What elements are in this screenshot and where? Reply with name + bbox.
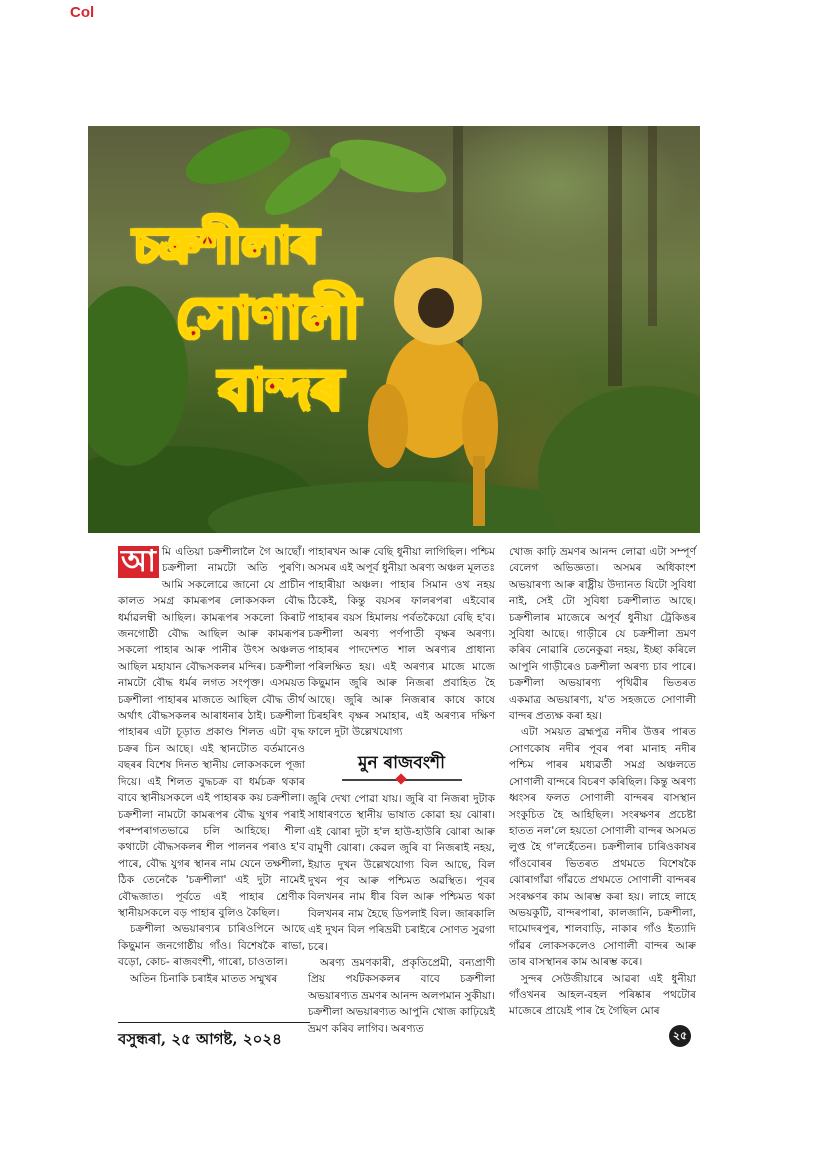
article-paragraph: পাহাৰখন আৰু বেছি ধুনীয়া লাগিছিল। পশ্চিম অসমৰ এই অপূৰ্ব ধুনীয়া অৰণ্য অঞ্চল মূলতঃ পাহাৰীয়া অঞ্চল। পাহাৰ সিমান ওখ নহয় ঠিকেই, কিন্তু বয়সৰ ফালৰপৰা এইবোৰ পাহাৰৰ বয়স হিমালয় পৰ্বতকৈয়ো বেছি হ'ব। চক্ৰশীলা অৰণ্য পৰ্ণপাতী বৃক্ষৰ অৰণ্য। পাহাৰৰ পাদদেশত শাল অৰণ্যৰ প্ৰাধান্য পৰিলক্ষিত হয়। এই অৰণ্যৰ মাজে মাজে কিছুমান জুৰি আৰু নিজৰা প্ৰবাহিত হৈ আছে। জুৰি আৰু নিজৰাৰ কাষে কাষে চিৰহৰিৎ বৃক্ষৰ সমাহাৰ, এই অৰণ্যৰ দক্ষিণ ফালে দুটা উল্লেখযোগ্য bbox=[308, 546, 495, 739]
page-number: ২৫ bbox=[669, 1025, 691, 1047]
article-paragraph: জুৰি দেখা পোৱা যায়। জুৰি বা নিজৰা দুটাক সাধাৰণতে স্থানীয় ভাষাত কোৱা হয় ঝোৰা। এই ঝোৰা দুটা হ'ল হাউ-হাউৰি ঝোৰা আৰু বামুণী ঝোৰা। কেৱল জুৰি বা নিজৰাই নহয়, ইয়াত দুখন উল্লেখযোগ্য বিল আছে, বিল দুখন পূব আৰু পশ্চিমত অৱস্থিত। পূবৰ বিলখনৰ নাম ধীৰ বিল আৰু পশ্চিমত থকা বিলখনৰ নাম হৈছে ডিপলাই বিল। জাৰকালি এই দুখন বিল পৰিভ্ৰমী চৰাইৰে সোণত সুৱগা চৰে। bbox=[308, 792, 495, 953]
article-paragraph: চক্ৰশীলা অভয়াৰণ্যৰ চাৰিওপিনে আছে কিছুমান জনগোষ্ঠীয় গাঁও। বিশেষকৈ ৰাভা, বড়ো, কোচ- ৰাজবংশী, গাৰো, চাওতাল। bbox=[118, 923, 305, 969]
headline-line-2: সোণালী bbox=[176, 285, 360, 351]
paragraph-text: মি এতিয়া চক্ৰশীলালৈ গৈ আছোঁ। চক্ৰশীলা নামটো অতি পুৰণি। আমি সকলোৱে জানো যে প্ৰাচীন কালত সমগ্ৰ কামৰূপৰ লোকসকল বৌদ্ধ ধৰ্মাৱলম্বী আছিল। কামৰূপৰ সকলো কিৰাট জনগোষ্ঠী বৌদ্ধ আছিল আৰু কামৰূপৰ সকলো পাহাৰ আৰু পানীৰ উৎস অঞ্চলত আছিল মহাযান বৌদ্ধসকলৰ মন্দিৰ। চক্ৰশীলা নামটো বৌদ্ধ ধৰ্মৰ লগত সংপৃক্ত। এসময়ত চক্ৰশীলা পাহাৰৰ মাজতে আছিল বৌদ্ধ তীৰ্থ অৰ্থাৎ বৌদ্ধসকলৰ আৰাধনাৰ ঠাই। চক্ৰশীলা পাহাৰৰ এটা চূড়াত প্ৰকাণ্ড শিলত এটা বৃদ্ধ চক্ৰৰ চিন আছে। এই স্থানটোত বৰ্তমানেও বছৰৰ বিশেষ দিনত স্থানীয় লোকসকলে পূজা দিয়ে। এই শিলত বুদ্ধচক্ৰ বা ধৰ্মচক্ৰ থকাৰ বাবে স্থানীয়সকলে এই পাহাৰক কয় চক্ৰশীলা। চক্ৰশীলা নামটো কামৰূপৰ বৌদ্ধ যুগৰ পৰাই পৰম্পৰাগতভাৱে চলি আহিছে। শীলা কথাটো বৌদ্ধসকলৰ শীল পালনৰ পৰাও হ'ব পাৰে, বৌদ্ধ যুগৰ স্থানৰ নাম যেনে তক্ষশীলা, ঠিক তেনেকৈ 'চক্ৰশীলা' এই দুটা নামেই বৌদ্ধজাত। পূৰ্বতে এই পাহাৰ শ্ৰেণীক স্থানীয়সকলে বড় পাহাৰ বুলিও কৈছিল। bbox=[118, 546, 305, 919]
hero-photo-golden-langur bbox=[88, 126, 700, 533]
article-headline bbox=[106, 210, 360, 426]
article-paragraph: এটা সময়ত ব্ৰহ্মপুত্ৰ নদীৰ উত্তৰ পাৰত সোণকোষ নদীৰ পূবৰ পৰা মানাহ নদীৰ পশ্চিম পাৰৰ মধ্যৱৰ্তী সমগ্ৰ অঞ্চলতে সোণালী বান্দৰে বিচৰণ কৰিছিল। কিন্তু অৰণ্য ধ্বংসৰ ফলত সোণালী বান্দৰৰ বাসস্থান সংকুচিত হৈ আহিছিল। সংৰক্ষণৰ প্ৰচেষ্টা হাতত নল'লে হয়তো সোণালী বান্দৰ অসমত লুপ্ত হৈ গ'লহেঁতেন। চক্ৰশীলাৰ চাৰিওকাষৰ গাঁওবোৰৰ ভিতৰত প্ৰথমতে বিশেষকৈ ঝোৰাগাঁৱা গাঁৱতে প্ৰথমতে সোণালী বান্দৰৰ সংৰক্ষণৰ কাম আৰম্ভ কৰা হয়। লাহে লাহে অভয়কুটি, বান্দৰপাৰা, কালজানি, চক্ৰশীলা, দামোদৰপুৰ, শালবাড়ি, নাকাৰ গাঁও ইত্যাদি গাঁৱৰ লোকসকলেও সোণালী বান্দৰ আৰু তাৰ বাসস্থানৰ কাম আৰম্ভ কৰে। bbox=[509, 726, 696, 969]
article-column-2 bbox=[308, 544, 495, 1037]
article-paragraph: সুন্দৰ সেউজীয়াৰে আৱৰা এই ধুনীয়া গাঁওখনৰ আহল-বহল পৰিষ্কাৰ পথটোৰ মাজেৰে প্ৰায়েই পাৰ হৈ গৈছিল মোৰ bbox=[509, 972, 696, 1018]
article-column-1 bbox=[118, 544, 305, 987]
author-name: মুন ৰাজবংশী bbox=[358, 752, 445, 773]
headline-line-1: চক্ৰশীলাৰ bbox=[133, 218, 319, 274]
article-paragraph: অতিন চিনাকি চৰাইৰ মাতত সম্মুখৰ bbox=[130, 972, 278, 985]
article-paragraph: খোজ কাঢ়ি ভ্ৰমণৰ আনন্দ লোৱা এটা সম্পূৰ্ণ বেলেগ অভিজ্ঞতা। অসমৰ অধিকাংশ অভয়াৰণ্য আৰু ৰাষ্ট্ৰীয় উদ্যানত যিটো সুবিধা নাই, সেই টো সুবিধা চক্ৰশীলাত আছে। চক্ৰশীলাৰ মাজেৰে অপূৰ্ব ধুনীয়া ট্ৰেকিঙৰ সুবিধা আছে। গাড়ীৰে যে চক্ৰশীলা ভ্ৰমণ কৰিব নোৱাৰি তেনেকুৱা নহয়, ইচ্ছা কৰিলে আপুনি গাড়ীৰেও চক্ৰশীলা অৰণ্য চাব পাৰে। চক্ৰশীলা অভয়াৰণ্য পৃথিৱীৰ ভিতৰত একমাত্ৰ অভয়াৰণ্য, য'ত সহজতে সোণালী বান্দৰ প্ৰত্যক্ষ কৰা হয়। bbox=[509, 546, 696, 723]
article-paragraph bbox=[118, 544, 305, 921]
article-paragraph: অৰণ্য ভ্ৰমণকাৰী, প্ৰকৃতিপ্ৰেমী, বন্যপ্ৰাণী প্ৰিয় পৰ্যটকসকলৰ বাবে চক্ৰশীলা অভয়াৰণ্যত ভ্ৰমণৰ আনন্দ অলপমান সুকীয়া। চক্ৰশীলা অভয়াৰণ্যত আপুনি খোজ কাঢ়িয়েই ভ্ৰমণ কৰিব লাগিব। অৰণ্যত bbox=[308, 956, 495, 1035]
drop-cap: আ bbox=[118, 546, 159, 578]
footer-divider bbox=[118, 1022, 310, 1023]
corner-label: Col bbox=[70, 4, 95, 21]
headline-line-3: বান্দৰ bbox=[219, 357, 343, 423]
article-column-3 bbox=[509, 544, 696, 1020]
author-byline bbox=[308, 751, 495, 781]
magazine-footer: বসুন্ধৰা, ২৫ আগষ্ট, ২০২৪ bbox=[118, 1030, 282, 1048]
byline-divider bbox=[342, 779, 462, 781]
